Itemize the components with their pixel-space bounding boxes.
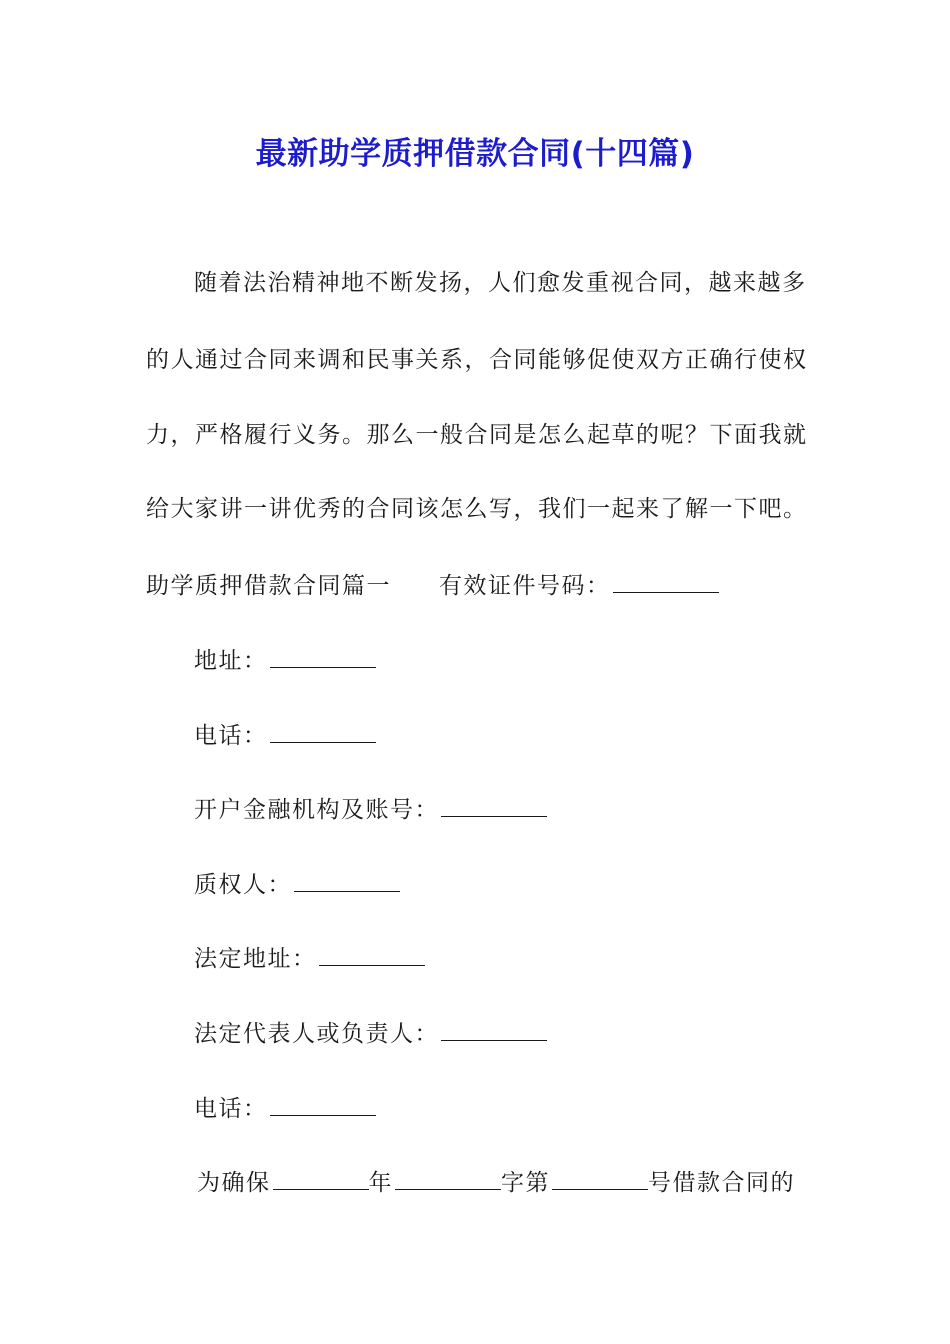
intro-line-1: 随着法治精神地不断发扬，人们愈发重视合同，越来越多	[194, 270, 807, 296]
field-label: 开户金融机构及账号：	[194, 797, 439, 823]
purpose-year: 年	[368, 1170, 393, 1196]
field-label: 法定代表人或负责人：	[194, 1021, 439, 1047]
section-heading: 助学质押借款合同篇一	[146, 573, 391, 599]
field-blank	[294, 871, 400, 892]
document-title: 最新助学质押借款合同(十四篇)	[255, 136, 695, 172]
purpose-suffix: 号借款合同的	[648, 1170, 795, 1196]
section-heading-line	[146, 572, 719, 598]
field-label: 法定地址：	[194, 946, 317, 972]
field-bank-account	[194, 796, 547, 822]
id-number-blank	[613, 572, 719, 593]
field-pledgee	[194, 871, 400, 897]
field-label: 地址：	[194, 648, 268, 674]
field-label: 电话：	[194, 723, 268, 749]
field-phone-2	[194, 1095, 376, 1121]
id-number-label: 有效证件号码：	[439, 573, 611, 599]
contract-number-blank	[552, 1169, 648, 1190]
field-legal-address	[194, 945, 425, 971]
field-blank	[270, 722, 376, 743]
field-label: 质权人：	[194, 872, 292, 898]
purpose-line	[197, 1169, 795, 1195]
field-blank	[319, 945, 425, 966]
contract-year-blank	[273, 1169, 369, 1190]
field-legal-representative	[194, 1020, 547, 1046]
intro-line-4: 给大家讲一讲优秀的合同该怎么写，我们一起来了解一下吧。	[146, 496, 808, 522]
contract-char-blank	[395, 1169, 501, 1190]
purpose-char-no: 字第	[501, 1170, 550, 1196]
field-blank	[270, 647, 376, 668]
field-blank	[441, 796, 547, 817]
field-phone	[194, 722, 376, 748]
intro-line-3: 力，严格履行义务。那么一般合同是怎么起草的呢？下面我就	[146, 422, 808, 448]
purpose-prefix: 为确保	[197, 1170, 271, 1196]
field-address	[194, 647, 376, 673]
field-label: 电话：	[194, 1096, 268, 1122]
field-blank	[441, 1020, 547, 1041]
field-blank	[270, 1095, 376, 1116]
intro-line-2: 的人通过合同来调和民事关系，合同能够促使双方正确行使权	[146, 347, 808, 373]
